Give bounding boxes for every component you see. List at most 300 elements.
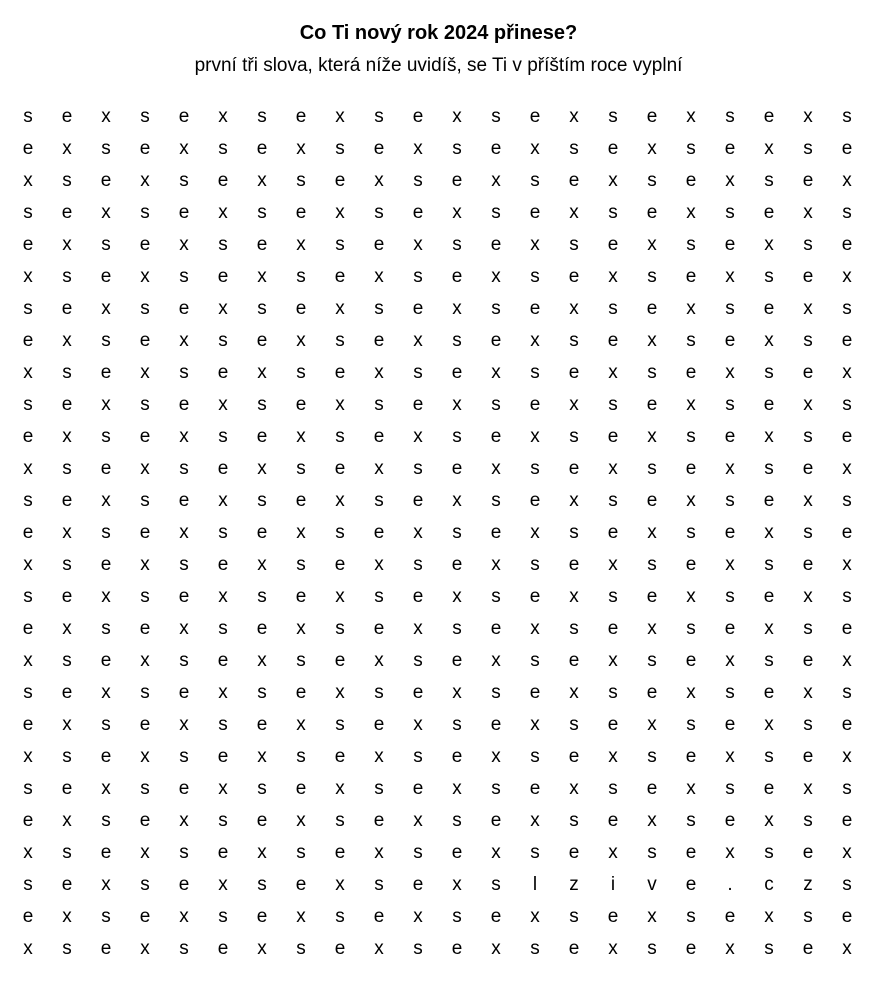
grid-letter: x — [335, 874, 345, 895]
grid-letter: s — [296, 266, 306, 287]
grid-letter: e — [178, 394, 190, 415]
grid-letter: e — [490, 426, 502, 447]
grid-letter: s — [296, 362, 306, 383]
grid-letter: x — [647, 714, 657, 735]
grid-letter: s — [764, 170, 774, 191]
grid-letter: x — [296, 714, 306, 735]
grid-letter: s — [686, 426, 696, 447]
grid-letter: e — [139, 906, 151, 927]
grid-letter: x — [62, 138, 72, 159]
grid-letter: e — [217, 938, 229, 959]
grid-letter: e — [490, 234, 502, 255]
grid-letter: s — [257, 778, 267, 799]
grid-letter: x — [491, 650, 501, 671]
grid-letter: s — [413, 362, 423, 383]
grid-letter: s — [491, 202, 501, 223]
grid-letter: x — [452, 586, 462, 607]
grid-letter: e — [373, 714, 385, 735]
grid-letter: s — [296, 938, 306, 959]
grid-letter: s — [413, 170, 423, 191]
grid-letter: x — [23, 170, 33, 191]
grid-letter: e — [178, 298, 190, 319]
grid-letter: e — [139, 330, 151, 351]
grid-letter: e — [217, 554, 229, 575]
grid-letter: x — [764, 330, 774, 351]
grid-letter: e — [529, 106, 541, 127]
grid-letter: x — [62, 330, 72, 351]
grid-letter: x — [686, 394, 696, 415]
grid-letter: e — [568, 938, 580, 959]
grid-letter: s — [842, 874, 852, 895]
grid-letter: x — [335, 202, 345, 223]
grid-letter: e — [139, 234, 151, 255]
grid-letter: s — [452, 906, 462, 927]
grid-letter: e — [490, 714, 502, 735]
grid-row — [23, 264, 852, 296]
grid-letter: x — [257, 842, 267, 863]
grid-letter: s — [530, 842, 540, 863]
grid-row — [22, 424, 853, 456]
grid-letter: s — [23, 298, 33, 319]
grid-letter: s — [218, 618, 228, 639]
grid-letter: x — [257, 650, 267, 671]
grid-letter: e — [763, 394, 775, 415]
grid-letter: x — [764, 426, 774, 447]
grid-letter: e — [607, 426, 619, 447]
grid-letter: s — [218, 426, 228, 447]
grid-letter: x — [764, 138, 774, 159]
grid-letter: x — [569, 298, 579, 319]
grid-letter: x — [842, 362, 852, 383]
grid-letter: e — [646, 682, 658, 703]
grid-letter: s — [140, 490, 150, 511]
grid-letter: e — [178, 874, 190, 895]
grid-letter: x — [530, 138, 540, 159]
grid-letter: s — [530, 458, 540, 479]
grid-letter: e — [295, 106, 307, 127]
grid-letter: e — [412, 490, 424, 511]
grid-letter: x — [296, 138, 306, 159]
grid-letter: x — [452, 778, 462, 799]
grid-letter: e — [490, 906, 502, 927]
grid-letter: x — [374, 458, 384, 479]
grid-letter: x — [23, 458, 33, 479]
grid-letter: i — [610, 874, 616, 895]
grid-letter: s — [335, 330, 345, 351]
grid-row — [23, 936, 852, 968]
grid-letter: x — [725, 554, 735, 575]
grid-letter: e — [490, 618, 502, 639]
grid-letter: s — [62, 650, 72, 671]
grid-letter: s — [842, 106, 852, 127]
grid-letter: e — [256, 810, 268, 831]
grid-letter: x — [101, 298, 111, 319]
grid-letter: s — [686, 618, 696, 639]
grid-letter: e — [490, 138, 502, 159]
grid-letter: e — [451, 170, 463, 191]
grid-letter: x — [803, 298, 813, 319]
grid-letter: s — [140, 394, 150, 415]
grid-letter: e — [529, 682, 541, 703]
grid-letter: s — [725, 490, 735, 511]
grid-letter: s — [452, 714, 462, 735]
grid-letter: e — [841, 138, 853, 159]
grid-letter: s — [491, 106, 501, 127]
grid-letter: s — [296, 170, 306, 191]
grid-letter: e — [412, 874, 424, 895]
grid-letter: e — [490, 522, 502, 543]
grid-letter: e — [256, 522, 268, 543]
grid-letter: x — [452, 394, 462, 415]
grid-row — [23, 872, 852, 904]
grid-letter: s — [101, 618, 111, 639]
grid-letter: x — [140, 266, 150, 287]
grid-letter: l — [532, 874, 538, 895]
grid-letter: s — [23, 394, 33, 415]
grid-letter: s — [764, 938, 774, 959]
grid-letter: e — [607, 810, 619, 831]
grid-letter: e — [841, 810, 853, 831]
grid-letter: s — [842, 586, 852, 607]
grid-letter: s — [764, 554, 774, 575]
grid-letter: x — [764, 234, 774, 255]
grid-letter: e — [256, 234, 268, 255]
grid-letter: x — [101, 490, 111, 511]
grid-letter: s — [608, 106, 618, 127]
grid-letter: x — [491, 554, 501, 575]
grid-letter: e — [178, 202, 190, 223]
grid-letter: x — [725, 170, 735, 191]
grid-letter: x — [218, 106, 228, 127]
grid-letter: x — [803, 682, 813, 703]
grid-letter: e — [100, 170, 112, 191]
grid-row — [22, 328, 853, 360]
grid-letter: s — [179, 458, 189, 479]
grid-letter: x — [803, 490, 813, 511]
grid-letter: e — [607, 522, 619, 543]
grid-letter: e — [802, 938, 814, 959]
grid-letter: s — [764, 746, 774, 767]
grid-letter: s — [257, 202, 267, 223]
grid-letter: e — [256, 426, 268, 447]
grid-letter: x — [257, 362, 267, 383]
grid-letter: x — [608, 938, 618, 959]
grid-letter: s — [842, 682, 852, 703]
grid-letter: x — [101, 778, 111, 799]
grid-letter: e — [724, 234, 736, 255]
grid-letter: e — [568, 458, 580, 479]
grid-letter: s — [23, 682, 33, 703]
grid-row — [22, 808, 853, 840]
grid-letter: x — [569, 778, 579, 799]
grid-letter: s — [23, 202, 33, 223]
grid-letter: e — [217, 170, 229, 191]
grid-row — [22, 520, 853, 552]
grid-letter: s — [530, 170, 540, 191]
grid-letter: s — [452, 618, 462, 639]
grid-letter: x — [452, 874, 462, 895]
grid-letter: x — [842, 938, 852, 959]
grid-letter: x — [725, 266, 735, 287]
grid-letter: x — [101, 874, 111, 895]
grid-letter: x — [335, 682, 345, 703]
grid-letter: x — [179, 714, 189, 735]
grid-letter: e — [763, 298, 775, 319]
grid-letter: x — [335, 394, 345, 415]
grid-letter: e — [724, 714, 736, 735]
grid-letter: x — [23, 938, 33, 959]
grid-letter: x — [491, 266, 501, 287]
grid-letter: x — [647, 618, 657, 639]
grid-letter: x — [725, 650, 735, 671]
grid-letter: x — [608, 170, 618, 191]
grid-letter: e — [100, 650, 112, 671]
grid-letter: s — [413, 746, 423, 767]
grid-letter: x — [725, 362, 735, 383]
grid-letter: s — [452, 330, 462, 351]
grid-row — [22, 616, 853, 648]
grid-letter: s — [647, 938, 657, 959]
grid-letter: e — [412, 586, 424, 607]
grid-letter: x — [413, 426, 423, 447]
grid-letter: s — [62, 170, 72, 191]
grid-letter: x — [686, 682, 696, 703]
grid-letter: e — [217, 458, 229, 479]
grid-letter: s — [803, 138, 813, 159]
grid-letter: s — [257, 490, 267, 511]
grid-letter: s — [335, 618, 345, 639]
grid-letter: s — [179, 266, 189, 287]
grid-row — [23, 840, 852, 872]
grid-letter: x — [62, 714, 72, 735]
grid-letter: x — [413, 618, 423, 639]
grid-letter: s — [491, 874, 501, 895]
grid-letter: s — [842, 394, 852, 415]
grid-letter: e — [22, 138, 34, 159]
grid-letter: s — [530, 746, 540, 767]
grid-letter: e — [685, 266, 697, 287]
grid-letter: e — [61, 490, 73, 511]
grid-letter: x — [842, 266, 852, 287]
grid-letter: e — [256, 714, 268, 735]
grid-row — [23, 648, 852, 680]
grid-letter: e — [256, 618, 268, 639]
grid-letter: x — [491, 938, 501, 959]
grid-letter: x — [296, 618, 306, 639]
grid-letter: e — [100, 746, 112, 767]
grid-letter: e — [607, 714, 619, 735]
grid-letter: e — [61, 394, 73, 415]
grid-letter: s — [842, 202, 852, 223]
grid-letter: e — [373, 906, 385, 927]
grid-letter: s — [218, 234, 228, 255]
grid-letter: s — [374, 490, 384, 511]
grid-letter: x — [608, 362, 618, 383]
letter-grid — [22, 104, 853, 968]
grid-letter: x — [374, 650, 384, 671]
grid-letter: s — [413, 938, 423, 959]
grid-letter: e — [217, 266, 229, 287]
grid-letter: s — [725, 778, 735, 799]
grid-letter: s — [62, 554, 72, 575]
grid-letter: s — [452, 426, 462, 447]
grid-letter: e — [295, 874, 307, 895]
grid-letter: x — [374, 362, 384, 383]
grid-letter: s — [608, 202, 618, 223]
grid-row — [23, 392, 852, 424]
grid-letter: x — [647, 426, 657, 447]
grid-letter: s — [725, 586, 735, 607]
grid-letter: s — [803, 522, 813, 543]
grid-letter: e — [295, 202, 307, 223]
grid-row — [23, 552, 852, 584]
grid-letter: s — [218, 522, 228, 543]
grid-letter: s — [140, 682, 150, 703]
grid-letter: s — [62, 938, 72, 959]
grid-letter: x — [62, 618, 72, 639]
grid-letter: s — [413, 458, 423, 479]
grid-letter: e — [334, 362, 346, 383]
grid-letter: x — [218, 394, 228, 415]
grid-letter: s — [101, 234, 111, 255]
grid-letter: s — [569, 714, 579, 735]
grid-letter: x — [218, 298, 228, 319]
grid-letter: x — [725, 938, 735, 959]
grid-row — [22, 712, 853, 744]
grid-letter: x — [179, 330, 189, 351]
grid-letter: e — [100, 938, 112, 959]
grid-letter: s — [608, 298, 618, 319]
grid-letter: x — [296, 330, 306, 351]
grid-letter: e — [334, 746, 346, 767]
grid-letter: e — [334, 170, 346, 191]
grid-letter: e — [685, 842, 697, 863]
grid-letter: e — [139, 522, 151, 543]
grid-letter: s — [374, 106, 384, 127]
grid-letter: e — [841, 714, 853, 735]
grid-letter: s — [491, 490, 501, 511]
grid-letter: e — [841, 522, 853, 543]
grid-letter: x — [686, 106, 696, 127]
grid-letter: e — [139, 618, 151, 639]
grid-row — [23, 584, 852, 616]
grid-letter: e — [412, 202, 424, 223]
grid-letter: x — [608, 746, 618, 767]
grid-row — [23, 744, 852, 776]
grid-letter: x — [842, 746, 852, 767]
grid-letter: s — [101, 810, 111, 831]
grid-letter: x — [803, 106, 813, 127]
grid-letter: s — [257, 298, 267, 319]
grid-letter: e — [802, 746, 814, 767]
grid-letter: e — [529, 778, 541, 799]
grid-letter: x — [218, 586, 228, 607]
grid-letter: e — [685, 650, 697, 671]
grid-letter: x — [725, 458, 735, 479]
grid-letter: x — [374, 554, 384, 575]
grid-letter: s — [803, 234, 813, 255]
grid-letter: e — [22, 426, 34, 447]
grid-letter: e — [139, 714, 151, 735]
page-title: Co Ti nový rok 2024 přinese? — [299, 22, 578, 44]
grid-letter: s — [530, 650, 540, 671]
grid-letter: e — [295, 586, 307, 607]
grid-letter: s — [530, 554, 540, 575]
grid-letter: s — [296, 650, 306, 671]
grid-letter: x — [23, 554, 33, 575]
grid-letter: x — [608, 266, 618, 287]
grid-letter: x — [803, 586, 813, 607]
grid-letter: c — [764, 874, 774, 895]
grid-letter: x — [23, 362, 33, 383]
grid-letter: s — [491, 298, 501, 319]
grid-letter: s — [257, 394, 267, 415]
grid-letter: s — [257, 874, 267, 895]
grid-letter: x — [452, 298, 462, 319]
grid-letter: x — [686, 586, 696, 607]
grid-row — [23, 488, 852, 520]
grid-letter: s — [647, 362, 657, 383]
grid-letter: e — [61, 778, 73, 799]
grid-letter: e — [685, 362, 697, 383]
grid-letter: e — [607, 618, 619, 639]
grid-letter: e — [217, 746, 229, 767]
grid-letter: x — [569, 586, 579, 607]
grid-letter: s — [374, 202, 384, 223]
grid-row — [23, 200, 852, 232]
grid-letter: s — [803, 426, 813, 447]
grid-letter: e — [100, 554, 112, 575]
grid-letter: x — [140, 362, 150, 383]
grid-letter: s — [140, 298, 150, 319]
grid-row — [23, 168, 852, 200]
grid-letter: s — [764, 650, 774, 671]
grid-letter: e — [61, 586, 73, 607]
grid-letter: x — [803, 778, 813, 799]
grid-letter: e — [61, 682, 73, 703]
grid-letter: e — [529, 490, 541, 511]
grid-letter: e — [841, 906, 853, 927]
grid-letter: s — [101, 714, 111, 735]
grid-letter: x — [842, 842, 852, 863]
grid-letter: s — [101, 426, 111, 447]
grid-letter: s — [23, 778, 33, 799]
grid-letter: x — [764, 810, 774, 831]
grid-letter: s — [23, 874, 33, 895]
grid-letter: e — [763, 778, 775, 799]
grid-letter: s — [218, 330, 228, 351]
grid-letter: x — [452, 106, 462, 127]
grid-letter: x — [569, 106, 579, 127]
grid-letter: x — [647, 522, 657, 543]
grid-letter: e — [61, 874, 73, 895]
grid-letter: e — [412, 298, 424, 319]
grid-letter: s — [764, 266, 774, 287]
grid-letter: s — [491, 778, 501, 799]
grid-letter: e — [763, 490, 775, 511]
grid-letter: x — [647, 138, 657, 159]
grid-letter: s — [218, 138, 228, 159]
grid-letter: s — [452, 522, 462, 543]
grid-letter: s — [725, 202, 735, 223]
grid-letter: e — [763, 586, 775, 607]
grid-letter: e — [529, 586, 541, 607]
grid-letter: e — [841, 618, 853, 639]
grid-letter: s — [413, 266, 423, 287]
grid-letter: s — [257, 682, 267, 703]
grid-letter: s — [608, 490, 618, 511]
grid-letter: e — [100, 458, 112, 479]
